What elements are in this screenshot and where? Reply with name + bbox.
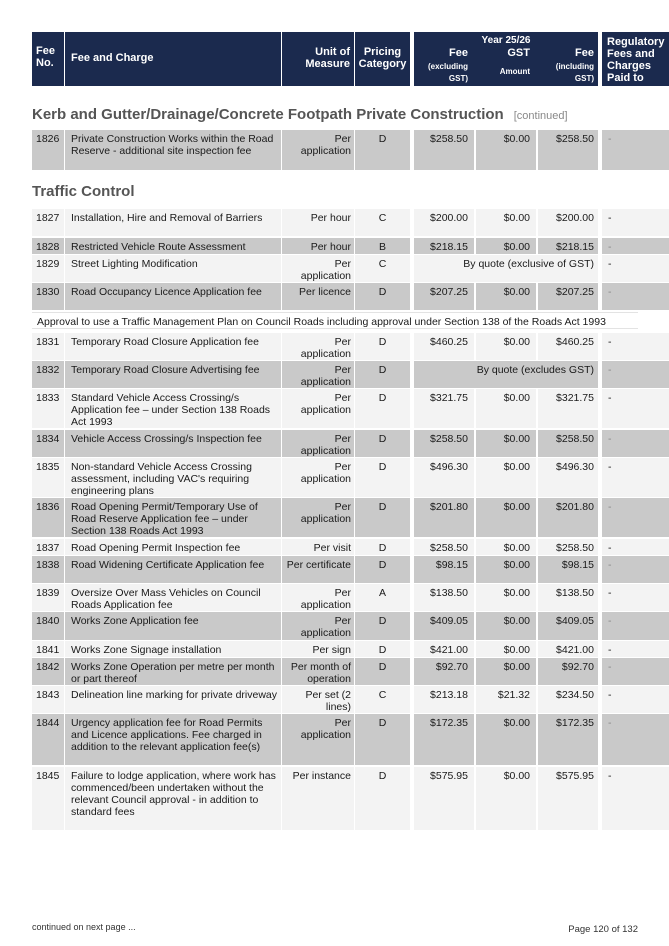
fee-no-cell: 1827 (32, 209, 64, 236)
fee-name-cell: Urgency application fee for Road Permits and Licence applications. Fee charged in addition to the relevant application fee(s) (65, 714, 281, 765)
unit-cell: Per application (282, 389, 354, 428)
gst-cell: $0.00 (476, 333, 536, 360)
fee-no-cell: 1841 (32, 641, 64, 657)
fee-name-cell: Oversize Over Mass Vehicles on Council Roads Application fee (65, 584, 281, 611)
fee-excl-cell: $207.25 (414, 283, 474, 310)
table-row (32, 333, 638, 360)
category-cell: B (355, 238, 410, 254)
quote-cell: By quote (excludes GST) (414, 361, 598, 388)
category-cell: D (355, 539, 410, 555)
table-row (32, 686, 638, 713)
fee-no-cell: 1831 (32, 333, 64, 360)
fee-incl-cell: $258.50 (538, 130, 598, 170)
fee-name-cell: Restricted Vehicle Route Assessment (65, 238, 281, 254)
fee-no-cell: 1844 (32, 714, 64, 765)
category-cell: D (355, 556, 410, 583)
table-row (32, 539, 638, 555)
fee-no-cell: 1843 (32, 686, 64, 713)
gst-cell: $0.00 (476, 130, 536, 170)
regulatory-cell: - (602, 130, 669, 170)
regulatory-cell: - (602, 539, 669, 555)
category-cell: D (355, 361, 410, 388)
page-number: Page 120 of 132 (568, 924, 638, 935)
fee-no-cell: 1845 (32, 767, 64, 830)
fee-incl-cell: $234.50 (538, 686, 598, 713)
regulatory-cell: - (602, 458, 669, 497)
fee-no-cell: 1828 (32, 238, 64, 254)
fee-excl-cell: $460.25 (414, 333, 474, 360)
unit-cell: Per hour (282, 209, 354, 236)
fee-name-cell: Road Widening Certificate Application fee (65, 556, 281, 583)
table-header (32, 32, 665, 86)
category-cell: C (355, 209, 410, 236)
fee-name-cell: Installation, Hire and Removal of Barriers (65, 209, 281, 236)
regulatory-cell: - (602, 658, 669, 685)
table-row (32, 238, 638, 254)
gst-cell: $0.00 (476, 389, 536, 428)
fee-incl-cell: $409.05 (538, 612, 598, 640)
fee-incl-cell: $575.95 (538, 767, 598, 830)
category-cell: D (355, 283, 410, 310)
regulatory-cell: - (602, 430, 669, 457)
header-gst-sub: Amount (499, 67, 530, 76)
unit-cell: Per application (282, 612, 354, 640)
table-row (32, 612, 638, 640)
category-cell: D (355, 389, 410, 428)
approval-note: Approval to use a Traffic Management Plan on Council Roads including approval under Section 138 of the Roads Act 1993 (32, 312, 638, 329)
category-cell: D (355, 430, 410, 457)
category-cell: D (355, 767, 410, 830)
table-row (32, 767, 638, 830)
unit-cell: Per application (282, 255, 354, 282)
fee-excl-cell: $258.50 (414, 130, 474, 170)
unit-cell: Per application (282, 458, 354, 497)
fee-excl-cell: $138.50 (414, 584, 474, 611)
category-cell: D (355, 714, 410, 765)
header-regulatory: Regulatory Fees and Charges Paid to (602, 32, 669, 86)
fee-excl-cell: $258.50 (414, 430, 474, 457)
category-cell: D (355, 658, 410, 685)
table-row (32, 255, 638, 282)
gst-cell: $0.00 (476, 430, 536, 457)
unit-cell: Per set (2 lines) (282, 686, 354, 713)
section-title-traffic: Traffic Control (32, 183, 135, 200)
unit-cell: Per application (282, 361, 354, 388)
fee-incl-cell: $496.30 (538, 458, 598, 497)
regulatory-cell: - (602, 556, 669, 583)
fee-incl-cell: $321.75 (538, 389, 598, 428)
gst-cell: $0.00 (476, 283, 536, 310)
fee-incl-cell: $92.70 (538, 658, 598, 685)
unit-cell: Per application (282, 130, 354, 170)
fee-incl-cell: $172.35 (538, 714, 598, 765)
fee-no-cell: 1836 (32, 498, 64, 537)
header-gst: GST (507, 47, 530, 59)
unit-cell: Per application (282, 714, 354, 765)
fee-excl-cell: $98.15 (414, 556, 474, 583)
gst-cell: $0.00 (476, 238, 536, 254)
regulatory-cell: - (602, 641, 669, 657)
regulatory-cell: - (602, 686, 669, 713)
regulatory-cell: - (602, 361, 669, 388)
fee-incl-cell: $258.50 (538, 430, 598, 457)
regulatory-cell: - (602, 767, 669, 830)
fee-excl-cell: $496.30 (414, 458, 474, 497)
fee-name-cell: Non-standard Vehicle Access Crossing assessment, including VAC's requiring engineering plans (65, 458, 281, 497)
table-row (32, 641, 638, 657)
category-cell: D (355, 333, 410, 360)
fee-name-cell: Failure to lodge application, where work has commenced/been undertaken without the relevant Council approval - in addition to standard fees (65, 767, 281, 830)
fee-excl-cell: $421.00 (414, 641, 474, 657)
gst-cell: $0.00 (476, 641, 536, 657)
fee-name-cell: Works Zone Application fee (65, 612, 281, 640)
gst-cell: $0.00 (476, 556, 536, 583)
unit-cell: Per application (282, 333, 354, 360)
fee-name-cell: Works Zone Operation per metre per month or part thereof (65, 658, 281, 685)
category-cell: C (355, 255, 410, 282)
category-cell: D (355, 458, 410, 497)
fee-incl-cell: $138.50 (538, 584, 598, 611)
section-continued-label: [continued] (513, 110, 568, 122)
fee-no-cell: 1842 (32, 658, 64, 685)
fee-name-cell: Private Construction Works within the Road Reserve - additional site inspection fee (65, 130, 281, 170)
category-cell: D (355, 498, 410, 537)
table-row (32, 430, 638, 457)
gst-cell: $0.00 (476, 498, 536, 537)
header-year-group (414, 32, 598, 86)
fee-name-cell: Road Opening Permit Inspection fee (65, 539, 281, 555)
gst-cell: $0.00 (476, 458, 536, 497)
regulatory-cell: - (602, 238, 669, 254)
fee-name-cell: Standard Vehicle Access Crossing/s Application fee – under Section 138 Roads Act 1993 (65, 389, 281, 428)
unit-cell: Per visit (282, 539, 354, 555)
fee-incl-cell: $207.25 (538, 283, 598, 310)
fee-excl-cell: $321.75 (414, 389, 474, 428)
fee-excl-cell: $172.35 (414, 714, 474, 765)
fee-excl-cell: $258.50 (414, 539, 474, 555)
table-row (32, 458, 638, 497)
fee-no-cell: 1834 (32, 430, 64, 457)
fee-incl-cell: $98.15 (538, 556, 598, 583)
unit-cell: Per instance (282, 767, 354, 830)
unit-cell: Per month of operation (282, 658, 354, 685)
gst-cell: $0.00 (476, 714, 536, 765)
regulatory-cell: - (602, 584, 669, 611)
category-cell: A (355, 584, 410, 611)
category-cell: C (355, 686, 410, 713)
table-row (32, 283, 638, 310)
header-fee-incl: Fee (575, 47, 594, 59)
regulatory-cell: - (602, 209, 669, 236)
fee-no-cell: 1838 (32, 556, 64, 583)
unit-cell: Per licence (282, 283, 354, 310)
gst-cell: $0.00 (476, 612, 536, 640)
fee-incl-cell: $200.00 (538, 209, 598, 236)
regulatory-cell: - (602, 255, 669, 282)
header-fee-incl-sub: (including GST) (555, 62, 594, 83)
fee-incl-cell: $201.80 (538, 498, 598, 537)
table-row (32, 556, 638, 583)
fee-excl-cell: $575.95 (414, 767, 474, 830)
fee-name-cell: Temporary Road Closure Application fee (65, 333, 281, 360)
fee-no-cell: 1839 (32, 584, 64, 611)
fee-excl-cell: $92.70 (414, 658, 474, 685)
fee-excl-cell: $218.15 (414, 238, 474, 254)
unit-cell: Per application (282, 584, 354, 611)
table-row (32, 130, 638, 170)
header-fee-excl: Fee (449, 47, 468, 59)
fee-no-cell: 1837 (32, 539, 64, 555)
fee-no-cell: 1826 (32, 130, 64, 170)
fee-no-cell: 1830 (32, 283, 64, 310)
gst-cell: $0.00 (476, 584, 536, 611)
gst-cell: $21.32 (476, 686, 536, 713)
regulatory-cell: - (602, 714, 669, 765)
table-row (32, 389, 638, 428)
fee-no-cell: 1835 (32, 458, 64, 497)
unit-cell: Per application (282, 498, 354, 537)
fee-incl-cell: $460.25 (538, 333, 598, 360)
regulatory-cell: - (602, 333, 669, 360)
table-row (32, 714, 638, 765)
fee-name-cell: Road Opening Permit/Temporary Use of Road Reserve Application fee – under Section 138 Roads Act 1993 (65, 498, 281, 537)
fee-name-cell: Works Zone Signage installation (65, 641, 281, 657)
fee-incl-cell: $218.15 (538, 238, 598, 254)
fee-excl-cell: $213.18 (414, 686, 474, 713)
fee-excl-cell: $201.80 (414, 498, 474, 537)
fee-name-cell: Delineation line marking for private driveway (65, 686, 281, 713)
fee-incl-cell: $421.00 (538, 641, 598, 657)
category-cell: D (355, 641, 410, 657)
quote-cell: By quote (exclusive of GST) (414, 255, 598, 282)
unit-cell: Per application (282, 430, 354, 457)
fee-no-cell: 1829 (32, 255, 64, 282)
header-fee-excl-sub: (excluding GST) (427, 62, 468, 83)
regulatory-cell: - (602, 283, 669, 310)
category-cell: D (355, 612, 410, 640)
category-cell: D (355, 130, 410, 170)
fee-no-cell: 1833 (32, 389, 64, 428)
table-row (32, 361, 638, 388)
gst-cell: $0.00 (476, 209, 536, 236)
regulatory-cell: - (602, 498, 669, 537)
fee-name-cell: Road Occupancy Licence Application fee (65, 283, 281, 310)
header-fee-and-charge: Fee and Charge (65, 32, 281, 86)
table-row (32, 658, 638, 685)
table-row (32, 584, 638, 611)
table-row (32, 498, 638, 537)
unit-cell: Per sign (282, 641, 354, 657)
gst-cell: $0.00 (476, 539, 536, 555)
fee-name-cell: Temporary Road Closure Advertising fee (65, 361, 281, 388)
section-title-kerb-text: Kerb and Gutter/Drainage/Concrete Footpath Private Construction (32, 106, 504, 123)
fee-name-cell: Street Lighting Modification (65, 255, 281, 282)
fee-name-cell: Vehicle Access Crossing/s Inspection fee (65, 430, 281, 457)
fee-no-cell: 1832 (32, 361, 64, 388)
header-unit-of-measure: Unit of Measure (282, 32, 354, 86)
regulatory-cell: - (602, 389, 669, 428)
fee-excl-cell: $200.00 (414, 209, 474, 236)
header-year: Year 25/26 (481, 35, 531, 46)
continued-note: continued on next page ... (32, 922, 136, 932)
fee-excl-cell: $409.05 (414, 612, 474, 640)
unit-cell: Per hour (282, 238, 354, 254)
gst-cell: $0.00 (476, 767, 536, 830)
table-row (32, 209, 638, 236)
section-title-kerb (32, 106, 568, 123)
header-pricing-category: Pricing Category (355, 32, 410, 86)
fee-no-cell: 1840 (32, 612, 64, 640)
unit-cell: Per certificate (282, 556, 354, 583)
fee-incl-cell: $258.50 (538, 539, 598, 555)
regulatory-cell: - (602, 612, 669, 640)
header-fee-no: Fee No. (32, 32, 64, 86)
gst-cell: $0.00 (476, 658, 536, 685)
